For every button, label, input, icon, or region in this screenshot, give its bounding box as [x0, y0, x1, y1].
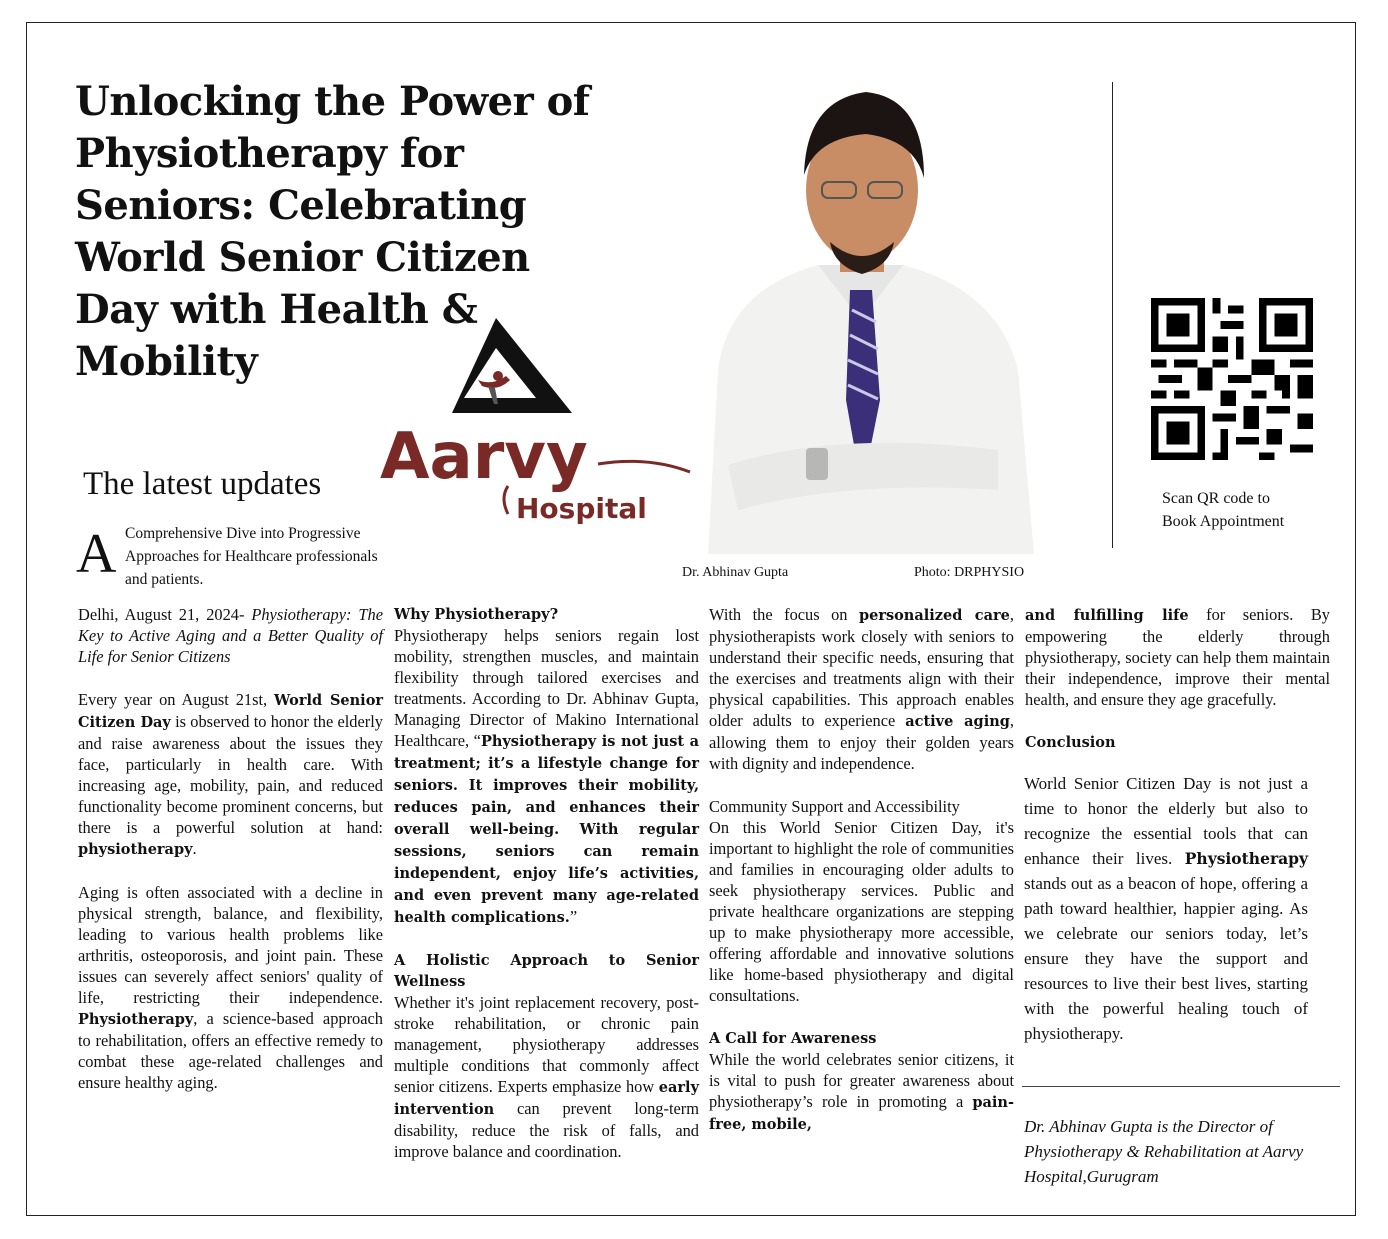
article-column-4	[1025, 604, 1330, 753]
emphasis: active aging	[905, 713, 1010, 730]
dateline-subtitle: Physiotherapy: The Key to Active Aging and a Better Quality of Life for Senior Citizens	[78, 605, 383, 666]
paragraph	[1025, 604, 1330, 710]
text: Every year on August 21st,	[78, 690, 275, 709]
article-column-3	[709, 604, 1014, 1157]
text: ”	[569, 907, 578, 926]
paragraph	[709, 1049, 1014, 1135]
emphasis: early intervention	[394, 1079, 699, 1118]
subheading: Why Physiotherapy?	[394, 606, 559, 623]
paragraph	[394, 992, 699, 1162]
text: , a science-based approach to rehabilitation, offers an effective remedy to combat these age-related challenges and ensure healthy aging.	[78, 1009, 383, 1092]
qr-caption-line2: Book Appointment	[1162, 513, 1285, 530]
emphasis: physiotherapy	[78, 841, 193, 858]
subheading: A Call for Awareness	[709, 1030, 877, 1047]
text: , allowing them to enjoy their golden years with dignity and independence.	[709, 711, 1014, 773]
text: Whether it's joint replacement recovery, post-stroke rehabilitation, or chronic pain management, physiotherapy addresses multiple conditions that commonly affect senior citizens. Experts emphasize how	[394, 993, 699, 1096]
emphasis: Physiotherapy	[1184, 849, 1308, 868]
text: Aging is often associated with a decline in physical strength, balance, and flexibility, leading to various health problems like arthritis, osteoporosis, and joint pain. These issues can severely affect seniors' quality of life, restricting their independence.	[78, 883, 383, 1007]
text: stands out as a beacon of hope, offering a path toward healthier, happier aging. As we celebrate our seniors today, let’s ensure they have the support and resources to live their best lives, starting with the powerful healing touch of physiotherapy.	[1024, 874, 1308, 1043]
qr-caption	[1162, 487, 1332, 533]
text: .	[192, 839, 197, 858]
paragraph: On this World Senior Citizen Day, it's important to highlight the role of communities and families in encouraging older adults to seek physiotherapy services. Public and private healthcare organizations are stepping up to make physiotherapy more accessible, offering affordable and innovative solutions like home-based physiotherapy and digital consultations.	[709, 818, 1014, 1005]
article-column-2	[394, 604, 699, 1184]
text: , physiotherapists work closely with seniors to understand their specific needs, ensuring that the exercises and treatments align with their physical capabilities. This approach enables older adults to experience	[709, 605, 1014, 730]
author-bio: Dr. Abhinav Gupta is the Director of Physiotherapy & Rehabilitation at Aarvy Hospital,Gurugram	[1024, 1117, 1304, 1186]
subheading: A Holistic Approach to Senior Wellness	[394, 952, 699, 990]
article-column-1	[78, 604, 383, 1115]
headline: Unlocking the Power of Physiotherapy for Seniors: Celebrating World Senior Citizen Day with Health & Mobility	[75, 78, 590, 385]
column-divider	[1112, 82, 1113, 548]
dateline-place: Delhi, August 21, 2024-	[78, 605, 252, 624]
paragraph	[78, 882, 383, 1093]
qr-code[interactable]	[1151, 298, 1313, 460]
emphasis: Physiotherapy	[78, 1011, 194, 1028]
logo-brand: Aarvy	[380, 420, 588, 494]
paragraph	[394, 625, 699, 928]
text: World Senior Citizen Day is not just a time to honor the elderly but also to recognize the essential tools that can enhance their lives.	[1024, 774, 1308, 868]
divider	[1022, 1086, 1340, 1087]
text: for seniors. By empowering the elderly through physiotherapy, society can help them maintain their independence, improve their mental health, and ensure they age gracefully.	[1025, 605, 1330, 709]
quote-emphasis: Physiotherapy is not just a treatment; it’s a lifestyle change for seniors. It improves their mobility, reduces pain, and enhances their overall well-being. With regular sessions, seniors can remain independent, enjoy life’s activities, and even prevent many age-related health complications.	[394, 733, 699, 926]
emphasis: pain-free, mobile,	[709, 1094, 1014, 1133]
emphasis: personalized care	[858, 607, 1010, 624]
text: With the focus on	[709, 605, 859, 624]
subheading: Community Support and Accessibility	[709, 797, 960, 816]
photo-caption-name: Dr. Abhinav Gupta	[682, 565, 789, 580]
deck: Comprehensive Dive into Progressive Approaches for Healthcare professionals and patients.	[125, 525, 378, 588]
emphasis: and fulfilling life	[1025, 607, 1189, 624]
photo-credit: Photo: DRPHYSIO	[914, 565, 1025, 580]
logo-sub: Hospital	[516, 492, 647, 525]
dateline	[78, 604, 383, 667]
paragraph	[709, 604, 1014, 774]
paragraph	[78, 689, 383, 860]
conclusion-text	[1024, 771, 1308, 1046]
text: can prevent long-term disability, reduce the risk of falls, and improve balance and coordination.	[394, 1099, 699, 1161]
text: is observed to honor the elderly and raise awareness about the issues they face, particularly in health care. With increasing age, mobility, pain, and reduced functionality become prominent concerns, but there is a powerful solution at hand:	[78, 712, 383, 837]
text: Physiotherapy helps seniors regain lost mobility, strengthen muscles, and maintain flexibility through tailored exercises and treatments. According to Dr. Abhinav Gupta, Managing Director of Makino International Healthcare, “	[394, 626, 699, 750]
qr-caption-line1: Scan QR code to	[1162, 490, 1270, 507]
emphasis: World Senior Citizen Day	[78, 692, 384, 731]
subheading: Conclusion	[1025, 734, 1116, 751]
doctor-photo	[688, 70, 1034, 554]
kicker: The latest updates	[83, 466, 322, 502]
text: While the world celebrates senior citizens, it is vital to push for greater awareness about physiotherapy’s role in promoting a	[709, 1050, 1014, 1111]
drop-cap: A	[76, 523, 117, 585]
hospital-logo	[376, 318, 692, 532]
